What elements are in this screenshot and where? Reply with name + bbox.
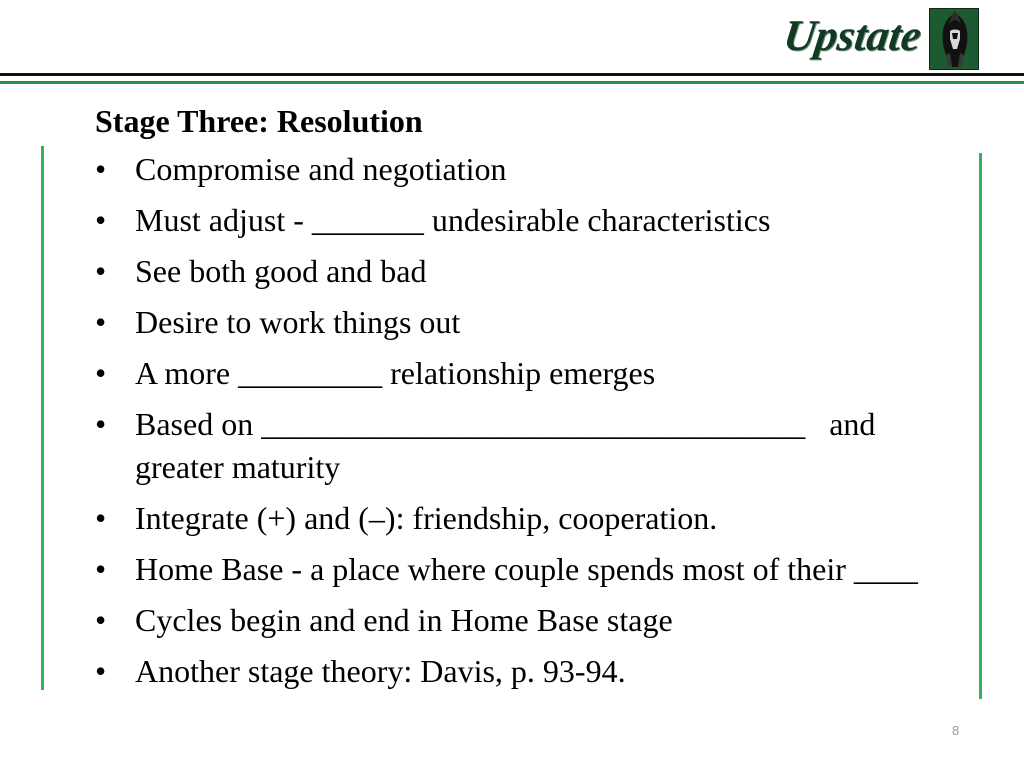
left-accent-line	[41, 146, 44, 690]
bullet-text: Cycles begin and end in Home Base stage	[135, 602, 673, 638]
bullet-text: Desire to work things out	[135, 304, 461, 340]
slide-title: Stage Three: Resolution	[95, 103, 423, 139]
bullet-glyph: •	[95, 202, 107, 238]
upstate-wordmark: Upstate	[780, 11, 925, 60]
slide-content	[95, 102, 955, 701]
header-rule-green	[0, 81, 1024, 84]
bullet-glyph: •	[95, 500, 107, 536]
bullet-item	[95, 352, 955, 395]
bullet-list	[95, 148, 955, 693]
bullet-glyph: •	[95, 151, 107, 187]
bullet-text: See both good and bad	[135, 253, 427, 289]
bullet-item	[95, 497, 955, 540]
bullet-glyph: •	[95, 253, 107, 289]
bullet-item	[95, 403, 955, 489]
bullet-item	[95, 599, 955, 642]
bullet-item	[95, 199, 955, 242]
right-accent-line	[979, 153, 982, 699]
bullet-glyph: •	[95, 602, 107, 638]
bullet-text: Compromise and negotiation	[135, 151, 507, 187]
header-rule-black	[0, 73, 1024, 76]
bullet-item	[95, 650, 955, 693]
bullet-text: Home Base - a place where couple spends most of their ____	[135, 551, 918, 587]
bullet-text: Integrate (+) and (–): friendship, cooperation.	[135, 500, 718, 536]
bullet-item	[95, 250, 955, 293]
bullet-text: A more _________ relationship emerges	[135, 355, 656, 391]
bullet-glyph: •	[95, 304, 107, 340]
bullet-text: Based on __________________________________ and greater maturity	[135, 406, 884, 485]
page-number: 8	[952, 723, 960, 738]
bullet-text: Must adjust - _______ undesirable characteristics	[135, 202, 771, 238]
bullet-item	[95, 548, 955, 591]
spartan-helmet-graphic	[930, 9, 979, 70]
bullet-glyph: •	[95, 551, 107, 587]
bullet-glyph: •	[95, 355, 107, 391]
bullet-text: Another stage theory: Davis, p. 93-94.	[135, 653, 626, 689]
bullet-glyph: •	[95, 653, 107, 689]
bullet-item	[95, 148, 955, 191]
bullet-glyph: •	[95, 406, 107, 442]
spartan-helmet-icon	[929, 8, 979, 70]
bullet-item	[95, 301, 955, 344]
